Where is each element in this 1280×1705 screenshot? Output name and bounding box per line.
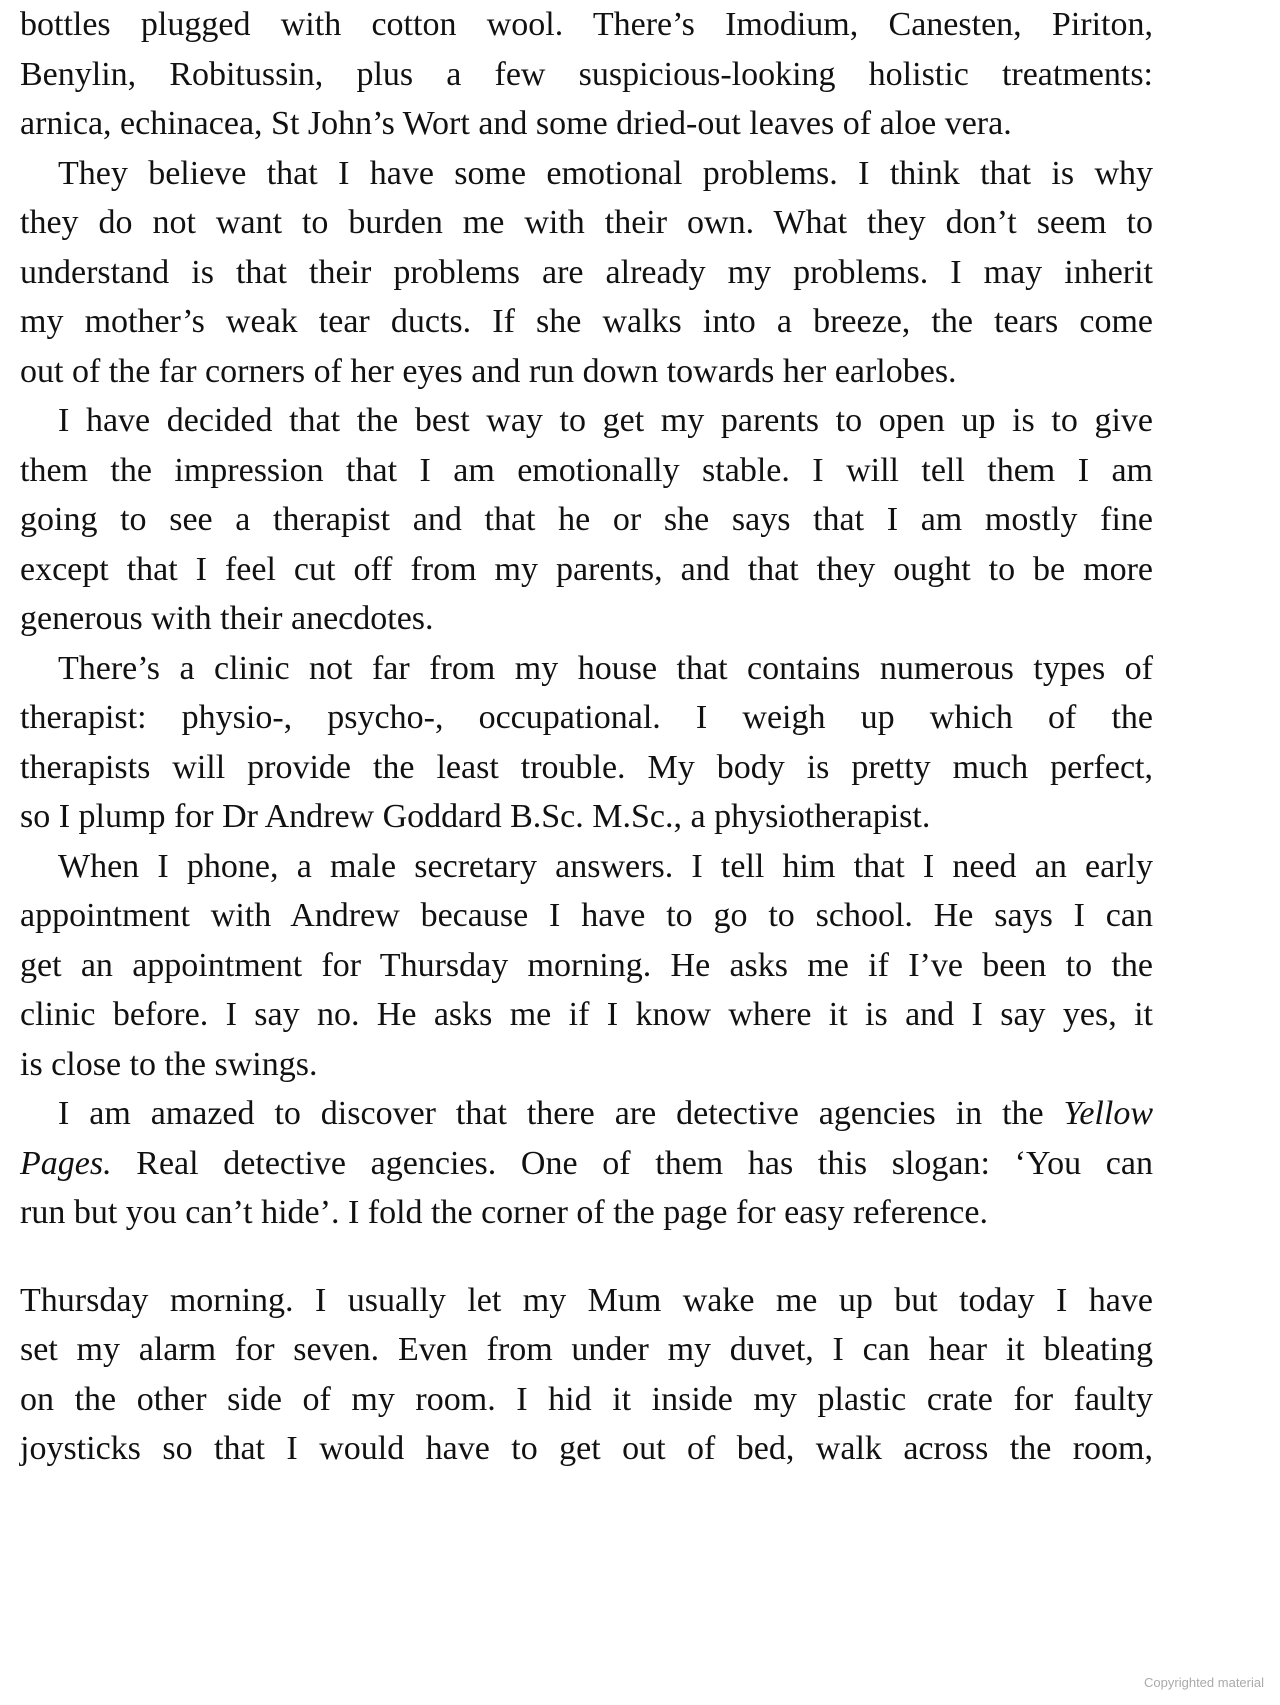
text-line bbox=[20, 1139, 1153, 1189]
line-text: is close to the swings. bbox=[20, 1045, 318, 1083]
text-line bbox=[20, 1375, 1153, 1425]
line-text: understand is that their problems are already my problems. I may inherit bbox=[20, 253, 1153, 291]
text-line bbox=[20, 545, 1153, 595]
text-line bbox=[20, 693, 1153, 743]
text-line bbox=[20, 1325, 1153, 1375]
text-line bbox=[20, 50, 1153, 100]
line-text: set my alarm for seven. Even from under my duvet, I can hear it bleating bbox=[20, 1331, 1153, 1368]
text-line bbox=[20, 149, 1153, 199]
line-text: get an appointment for Thursday morning. He asks me if I’ve been to the bbox=[20, 946, 1153, 984]
line-text: therapist: physio-, psycho-, occupational. I weigh up which of the bbox=[20, 699, 1153, 736]
book-page-body bbox=[20, 0, 1153, 1474]
line-text: run but you can’t hide’. I fold the corner of the page for easy reference. bbox=[20, 1194, 988, 1231]
text-line bbox=[20, 941, 1153, 991]
text-line bbox=[20, 792, 1153, 842]
text-line bbox=[20, 1089, 1153, 1139]
line-text: appointment with Andrew because I have to go to school. He says I can bbox=[20, 897, 1153, 934]
text-line bbox=[20, 347, 1153, 397]
line-text: bottles plugged with cotton wool. There’s Imodium, Canesten, Piriton, bbox=[20, 6, 1153, 43]
text-line bbox=[20, 446, 1153, 496]
text-line bbox=[20, 99, 1153, 149]
text-line bbox=[20, 198, 1153, 248]
line-text: so I plump for Dr Andrew Goddard B.Sc. M.Sc., a physiotherapist. bbox=[20, 798, 931, 835]
text-line bbox=[20, 248, 1153, 298]
text-line bbox=[20, 594, 1153, 644]
text-line bbox=[20, 396, 1153, 446]
italic-title: Pages. bbox=[20, 1144, 112, 1182]
text-line bbox=[20, 1424, 1153, 1474]
line-text: going to see a therapist and that he or she says that I am mostly fine bbox=[20, 501, 1153, 538]
line-text: generous with their anecdotes. bbox=[20, 600, 434, 637]
line-text: out of the far corners of her eyes and run down towards her earlobes. bbox=[20, 352, 957, 390]
line-text: on the other side of my room. I hid it inside my plastic crate for faulty bbox=[20, 1380, 1153, 1418]
line-text: my mother’s weak tear ducts. If she walks into a breeze, the tears come bbox=[20, 303, 1153, 340]
text-line bbox=[20, 891, 1153, 941]
line-text: Benylin, Robitussin, plus a few suspicious-looking holistic treatments: bbox=[20, 55, 1153, 93]
line-text: joysticks so that I would have to get out of bed, walk across the room, bbox=[20, 1430, 1153, 1467]
line-text: When I phone, a male secretary answers. I tell him that I need an early bbox=[58, 847, 1153, 885]
text-line bbox=[20, 990, 1153, 1040]
text-line bbox=[20, 495, 1153, 545]
line-text: except that I feel cut off from my parents, and that they ought to be more bbox=[20, 550, 1153, 588]
text-line bbox=[20, 743, 1153, 793]
line-text: arnica, echinacea, St John’s Wort and some dried-out leaves of aloe vera. bbox=[20, 105, 1012, 142]
line-text: Real detective agencies. One of them has this slogan: ‘You can bbox=[111, 1144, 1153, 1182]
line-text: I am amazed to discover that there are detective agencies in the bbox=[58, 1095, 1064, 1132]
text-line bbox=[20, 1276, 1153, 1326]
copyright-notice: Copyrighted material bbox=[1144, 1675, 1264, 1690]
text-line bbox=[20, 0, 1153, 50]
line-text: There’s a clinic not far from my house that contains numerous types of bbox=[58, 649, 1153, 687]
line-text: I have decided that the best way to get my parents to open up is to give bbox=[58, 402, 1153, 439]
text-line bbox=[20, 1188, 1153, 1238]
line-text: Thursday morning. I usually let my Mum wake me up but today I have bbox=[20, 1281, 1153, 1319]
section-break bbox=[20, 1238, 1153, 1276]
italic-title: Yellow bbox=[1063, 1095, 1153, 1132]
line-text: They believe that I have some emotional problems. I think that is why bbox=[58, 154, 1153, 192]
text-line bbox=[20, 1040, 1153, 1090]
text-line bbox=[20, 842, 1153, 892]
text-line bbox=[20, 297, 1153, 347]
line-text: they do not want to burden me with their own. What they don’t seem to bbox=[20, 204, 1153, 241]
line-text: clinic before. I say no. He asks me if I know where it is and I say yes, it bbox=[20, 996, 1153, 1033]
line-text: therapists will provide the least trouble. My body is pretty much perfect, bbox=[20, 748, 1153, 786]
line-text: them the impression that I am emotionally stable. I will tell them I am bbox=[20, 451, 1153, 489]
text-line bbox=[20, 644, 1153, 694]
